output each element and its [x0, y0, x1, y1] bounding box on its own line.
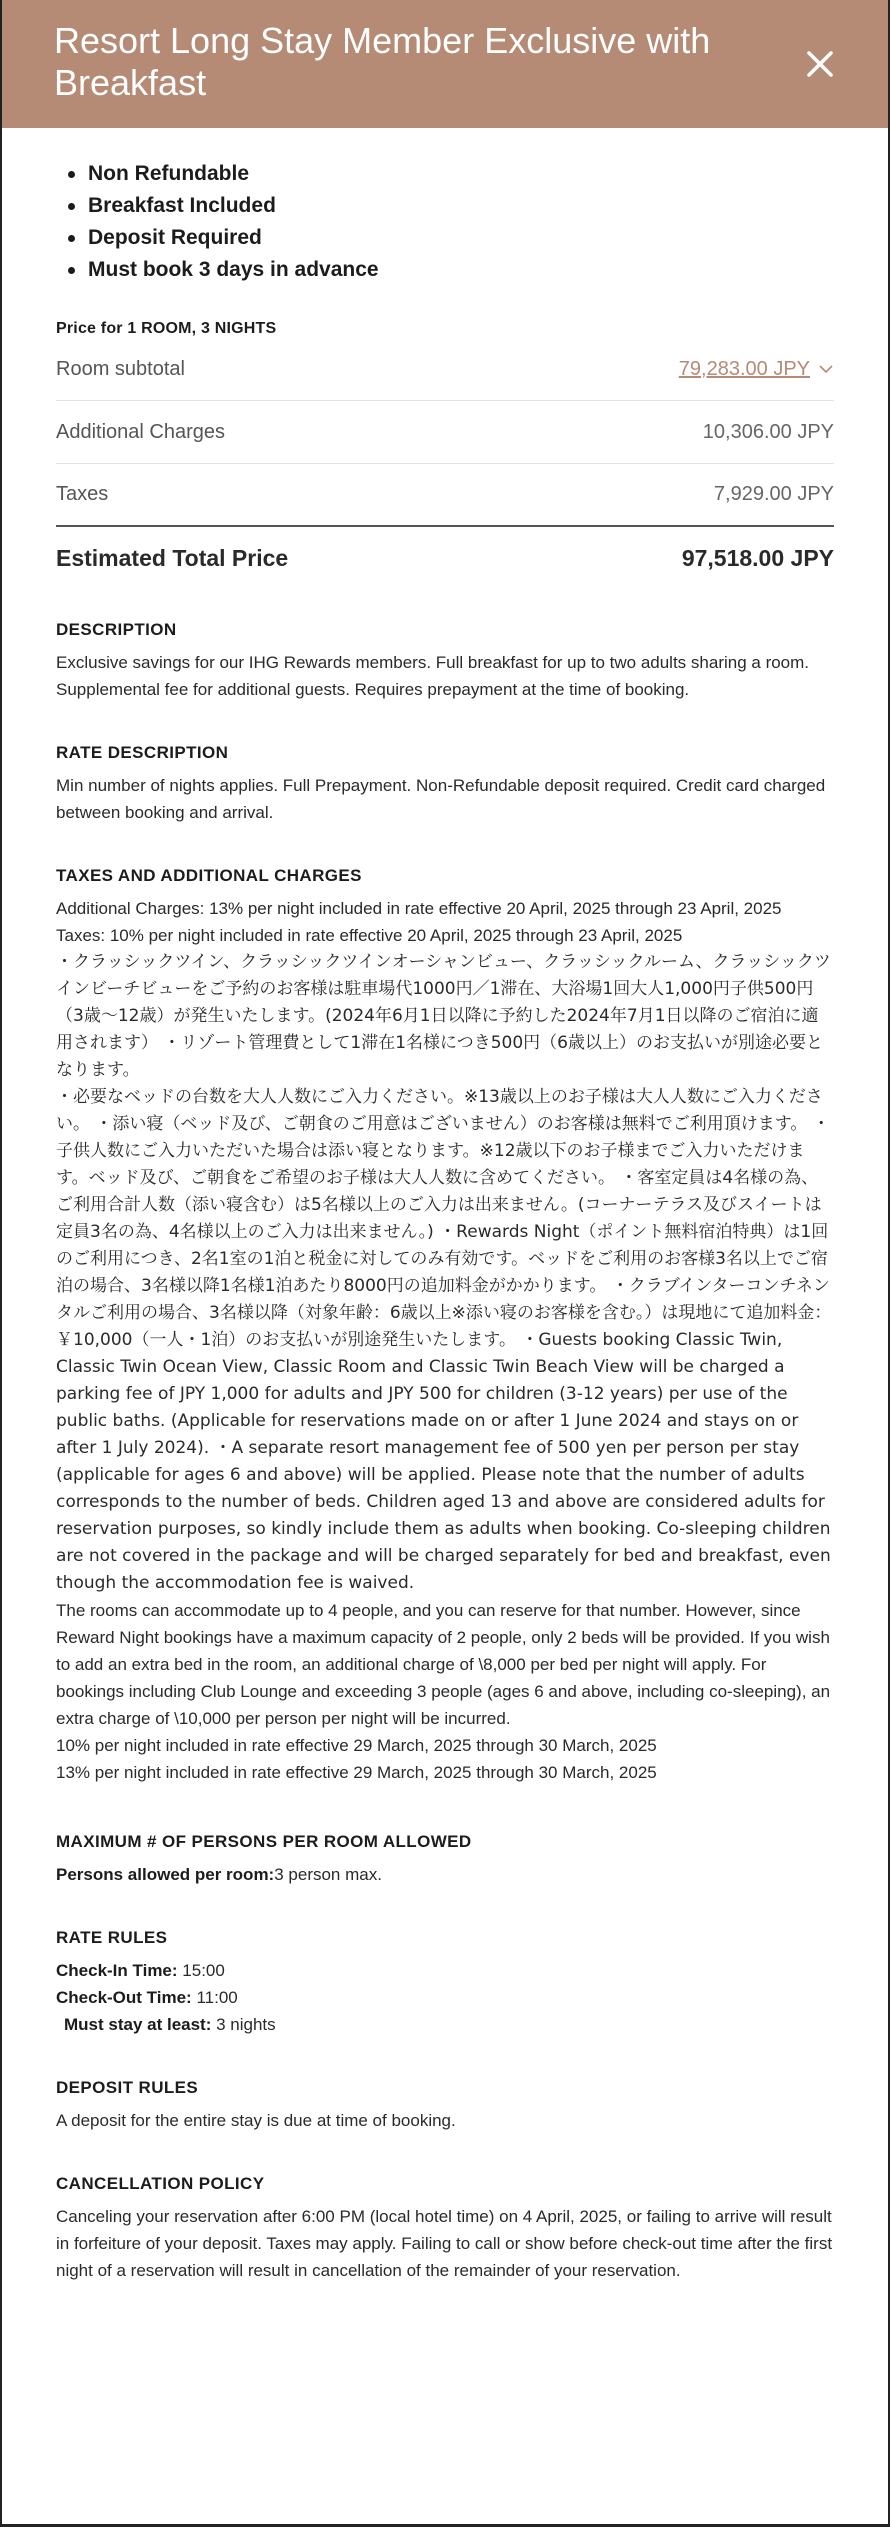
checkin-label: Check-In Time: — [56, 1961, 178, 1980]
section-title: TAXES AND ADDITIONAL CHARGES — [56, 866, 362, 885]
modal-title: Resort Long Stay Member Exclusive with Breakfast — [54, 20, 711, 103]
rate-description-section — [56, 743, 834, 826]
section-title: DESCRIPTION — [56, 620, 177, 639]
tax-10-note: 10% per night included in rate effective 29 March, 2025 through 30 March, 2025 — [56, 1736, 657, 1755]
additional-charges-note: Additional Charges: 13% per night included in rate effective 20 April, 2025 through 23 April, 2025 — [56, 899, 782, 918]
cancellation-text: Canceling your reservation after 6:00 PM (local hotel time) on 4 April, 2025, or failing to arrive will result in forfeiture of your deposit. Taxes may apply. Failing to call or show before check-out time after the first night of a reservation will result in cancellation of the remainder of your reservation. — [56, 2207, 833, 2280]
description-text: Exclusive savings for our IHG Rewards members. Full breakfast for up to two adults sharing a room. Supplemental fee for additional guests. Requires prepayment at the time of booking. — [56, 653, 810, 699]
room-subtotal-row — [56, 338, 834, 401]
description-section — [56, 620, 834, 703]
taxes-label: Taxes — [56, 483, 109, 505]
checkin-value: 15:00 — [177, 1961, 225, 1980]
taxes-charges-section — [56, 866, 834, 1786]
section-title: MAXIMUM # OF PERSONS PER ROOM ALLOWED — [56, 1832, 472, 1851]
taxes-row — [56, 464, 834, 527]
feature-item: Breakfast Included — [66, 190, 834, 222]
persons-allowed-line — [56, 1861, 834, 1888]
room-subtotal-toggle[interactable] — [679, 358, 834, 381]
min-stay-label: Must stay at least: — [64, 2015, 212, 2034]
modal-header — [2, 0, 888, 128]
deposit-rules-section — [56, 2078, 834, 2134]
section-title: RATE DESCRIPTION — [56, 743, 229, 762]
section-title: DEPOSIT RULES — [56, 2078, 199, 2097]
cancellation-section — [56, 2174, 834, 2284]
modal-content — [2, 158, 888, 2284]
total-value: 97,518.00 JPY — [681, 545, 834, 571]
close-icon — [804, 48, 836, 80]
chevron-down-icon — [818, 361, 834, 377]
rate-description-text: Min number of nights applies. Full Prepayment. Non-Refundable deposit required. Credit card charged between booking and arrival. — [56, 776, 826, 822]
feature-item: Must book 3 days in advance — [66, 254, 834, 286]
feature-item: Deposit Required — [66, 222, 834, 254]
price-for-label: Price for 1 ROOM, 3 NIGHTS — [56, 320, 277, 337]
min-stay-value: 3 nights — [211, 2015, 276, 2034]
feature-item: Non Refundable — [66, 158, 834, 190]
additional-charges-value: 10,306.00 JPY — [702, 420, 834, 443]
max-persons-section — [56, 1832, 834, 1888]
taxes-note: Taxes: 10% per night included in rate effective 20 April, 2025 through 23 April, 2025 — [56, 926, 683, 945]
additional-charges-label: Additional Charges — [56, 420, 225, 443]
checkin-line — [56, 1957, 834, 1984]
persons-allowed-label: Persons allowed per room: — [56, 1865, 275, 1884]
japanese-notice-2: ・必要なベッドの台数を大人人数にご入力ください。※13歳以上のお子様は大人人数にご入力ください。 ・添い寝（ベッド及び、ご朝食のご用意はございません）のお客様は無料でご利用頂けます。 ・子供人数にご入力いただいた場合は添い寝となります。※12歳以下のお子様までご入力いただけます。ベッド及び、ご朝食をご希望のお子様は大人人数に含めてください。 ・客室定員は4名様の為、ご利用合計人数（添い寝含む）は5名様以上のご入力は出来ません。(コーナーテラス及びスイートは定員3名の為、4名様以上のご入力は出来ません。) ・Rewards Night（ポイント無料宿泊特典）は1回のご利用につき、2名1室の1泊と税金に対してのみ有効です。ベッドをご利用のお客様3名以上でご宿泊の場合、3名様以降1名様1泊あたり8000円の追加料金がかかります。 ・クラブインターコンチネンタルご利用の場合、3名様以降（対象年齢：6歳以上※添い寝のお客様を含む。）は現地にて追加料金：￥10,000（一人・1泊）のお支払いが別途発生いたします。 ・Guests booking Classic Twin, Classic Twin Ocean View, Classic Room and Classic Twin Beach View will be charged a parking fee of JPY 1,000 for adults and JPY 500 for children (3-12 years) per use of the public baths. (Applicable for reservations made on or after 1 June 2024 and stays on or after 1 July 2024). ・A separate resort management fee of 500 yen per person per stay (applicable for ages 6 and above) will be applied. Please note that the number of adults corresponds to the number of beds. Children aged 13 and above are considered adults for reservation purposes, so kindly include them as adults when booking. Co-sleeping children are not covered in the package and will be charged separately for bed and breakfast, even though the accommodation fee is waived. — [56, 1087, 832, 1593]
rate-features-list — [66, 158, 834, 286]
close-button[interactable] — [804, 48, 836, 80]
total-label: Estimated Total Price — [56, 545, 289, 571]
section-title: CANCELLATION POLICY — [56, 2174, 265, 2193]
tax-13-note: 13% per night included in rate effective 29 March, 2025 through 30 March, 2025 — [56, 1763, 657, 1782]
japanese-notice-1: ・クラッシックツイン、クラッシックツインオーシャンビュー、クラッシックルーム、クラッシックツインビーチビューをご予約のお客様は駐車場代1000円／1滞在、大浴場1回大人1,000円子供500円（3歳〜12歳）が発生いたします。(2024年6月1日以降に予約した2024年7月1日以降のご宿泊に適用されます） ・リゾート管理費として1滞在1名様につき500円（6歳以上）のお支払いが別途必要となります。 — [56, 952, 831, 1080]
checkout-label: Check-Out Time: — [56, 1988, 192, 2007]
persons-allowed-value: 3 person max. — [274, 1865, 382, 1884]
room-subtotal-label: Room subtotal — [56, 357, 185, 380]
capacity-notice: The rooms can accommodate up to 4 people, and you can reserve for that number. However, since Reward Night bookings have a maximum capacity of 2 people, only 2 beds will be provided. If you wish to add an extra bed in the room, an additional charge of \8,000 per bed per night will apply. For bookings including Club Lounge and exceeding 3 people (ages 6 and above, including co-sleeping), an extra charge of \10,000 per person per night will be incurred. — [56, 1601, 831, 1728]
checkout-value: 11:00 — [191, 1988, 238, 2007]
room-subtotal-value: 79,283.00 JPY — [678, 357, 810, 380]
checkout-line — [56, 1984, 834, 2011]
deposit-rules-text: A deposit for the entire stay is due at time of booking. — [56, 2111, 456, 2130]
section-title: RATE RULES — [56, 1928, 168, 1947]
total-row — [56, 527, 834, 590]
price-table — [56, 338, 834, 590]
taxes-value: 7,929.00 JPY — [713, 483, 834, 505]
rate-rules-section — [56, 1928, 834, 2038]
additional-charges-row — [56, 401, 834, 464]
min-stay-line — [56, 2011, 834, 2038]
